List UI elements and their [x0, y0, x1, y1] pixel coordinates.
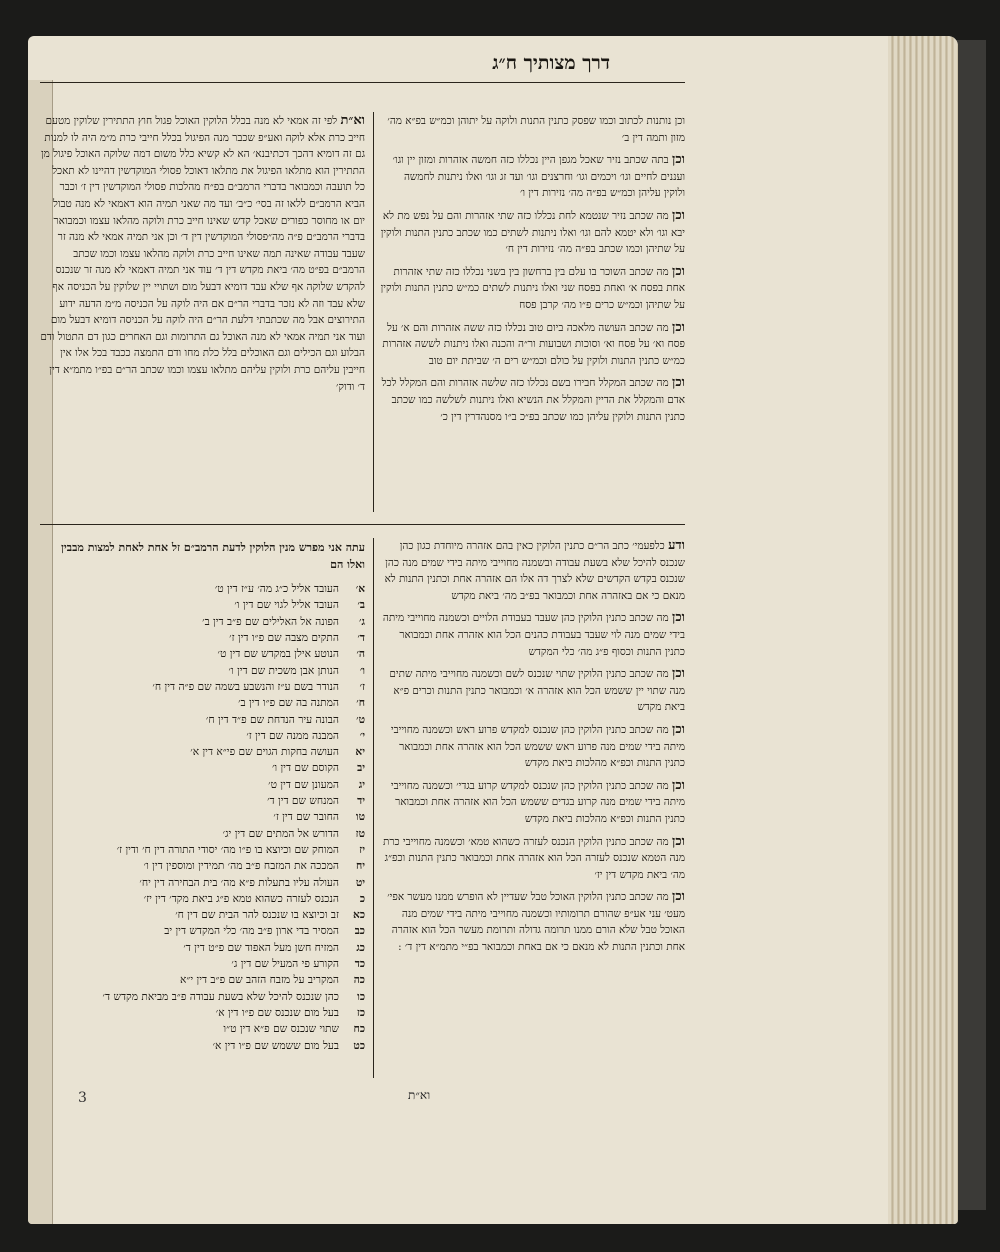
paragraph: וכן מה שכתב השוכר בו עלם בין ברחשון בין בשני נכללו כזה שתי אזהרות אחת בפסח א׳ ואחת בפסח שני ואלו ניתנות לשתים כמ״ש כתנין התנות ולוקין על שתיהן וכמ״ש כרים פ״ו מה׳ קרבן פסח	[380, 263, 685, 311]
paragraph: וכן מה שכתב כתנין הלוקין כהן שעבד בעבודת הלויים וכשמנה מחוייבי מיתה בידי שמים מנה לוי שעבד בעבודת כהנים הכל הוא אזהרה אחת וכמבואר כתנין התנות וכסוף פ״ג מה׳ כלי המקדש	[382, 610, 685, 658]
list-item: כו כהן שנכנס להיכל שלא בשעת עבודה פ״ב מביאת מקדש ד׳	[102, 990, 365, 1003]
column-divider-upper	[373, 112, 374, 512]
list-item: יח המככה את המזבח פ״ב מה׳ תמידין ומוספין דין ו׳	[143, 860, 365, 873]
list-item: כט בעל מום ששמש שם פ״ו דין א׳	[212, 1039, 365, 1052]
paragraph: וכן מה שכתב כתנין הלוקין האוכל טבל שעדיין לא הופרש ממנו מעשר אפי׳ מעט׳ עני אע״פ שהורם תרומותיו וכשמנה מחוייבי מיתה בידי שמים מנה האוכל טבל שלא הורם ממנו תרומה גדולה ותרומת מעשר הכל הוא אזהרה אחת וכתנין התנות לא מנאם כי אם באחת וכמבואר בפ״י מתמ״א דין ד׳ :	[387, 889, 685, 954]
paragraph: וכן מה שכתב נזיר שנטמא לחת נכללו כזה שתי אזהרות והם על נפש מת לא יבא וגו׳ ולא יטמא להם וגו׳ ואלו ניתנות לשתים כמו שכתב כתנין התנות ולוקין על שתיהן וכמו שכתב בפ״ה מה׳ נזירות דין ח׳	[380, 207, 685, 256]
list-item: יב הקוסם שם דין ו׳	[271, 762, 365, 775]
list-item: טו החובר שם דין ז׳	[273, 811, 365, 824]
page-edges	[888, 36, 958, 1224]
section-rule	[40, 524, 685, 525]
list-item: ט׳ הבונה עיר הנדחת שם פ״ד דין ח׳	[205, 713, 365, 726]
paragraph: וכן נותנות לכתוב וכמו שפסק כתנין התנות ולוקה על יתוהן וכמ״ש בפ״א מה׳ מזון ותמה דין ב׳	[387, 115, 685, 144]
list-section	[40, 540, 365, 1054]
list-item: ו׳ הנותן אבן משכית שם דין ו׳	[228, 664, 365, 677]
list-item: יג המעונן שם דין ט׳	[268, 778, 365, 791]
list-item: יד המנחש שם דין ד׳	[267, 795, 365, 808]
paragraph: וכן מה שכתב העושה מלאכה ביום טוב נכללו כזה ששה אזהרות והם א׳ על פסח וא׳ על פסח וא׳ וסוכות ושבועות ור״ה והכנה ואלו ניתנות לששה אזהרות כמ״ש כתנין התנות ולוקין על כולם וכמ״ש רים ה׳ שביתת יום טוב	[382, 319, 685, 367]
list-item: כד הקורע פי המעיל שם דין ג׳	[231, 958, 365, 971]
paragraph: ודע כלפעמי׳ כתב הר״ם כתנין הלוקין כאין בהם אזהרה מיוחדת כגון כהן שנכנס להיכל שלא בשעת עבודה ובשמנה מחוייבי מיתה בידי שמים מנה כהן שנכנס בקדש הקדשים שלא לצרך דה אלו הם אזהרה אחת וכתנין התנות לא מנאם כי אם באזהרה אחת וכמבואר בפ״ב מה׳ ביאת מקדש	[384, 538, 685, 602]
list-item: יא העושה בחקות הגוים שם פי״א דין א׳	[190, 746, 365, 759]
list-item: כג המזיח חשן מעל האפוד שם פ״ט דין ד׳	[183, 941, 365, 954]
list-item: טז הדורש אל המתים שם דין יג׳	[222, 827, 365, 840]
list-item: ד׳ התקים מצבה שם פ״ו דין ז׳	[229, 632, 365, 645]
lower-right-column	[380, 538, 685, 962]
numbered-list	[40, 581, 365, 1054]
column-divider-lower	[373, 538, 374, 1078]
list-title: עתה אני מפרש מנין הלוקין לדעת הרמב״ם זל אחת לאחת למצות מבבין ואלו הם	[61, 541, 365, 571]
signature-mark: 3	[78, 1090, 87, 1106]
list-item: כ הנכנס לעזרה כשהוא טמא פ״ג ביאת מקד׳ דין יז׳	[143, 892, 365, 905]
list-item: ג׳ הפונה אל האלילים שם פ״ב דין ב׳	[202, 615, 365, 628]
list-item: ז׳ הנודר בשם ע״ז והנשבע בשמה שם פ״ה דין ח׳	[152, 680, 365, 693]
book-shadow-edge	[956, 40, 986, 1210]
paragraph: וכן מה שכתב כתנין הלוקין שתוי שנכנס לשם וכשמנה מחוייבי מיתה שתים מנה שתוי יין ששמש הכל הוא אזהרה א׳ וכמבואר כתנין התנות וכרים פ״א ביאת מקדש	[389, 666, 685, 714]
list-item: כא זב וכיוצא בו שנכנס להר הבית שם דין ח׳	[175, 909, 365, 922]
running-header: דרך מצותיך ח״ג	[492, 52, 610, 74]
list-item: כה המקריב על מזבח הזהב שם פ״ב דין י״א	[179, 974, 365, 987]
list-item: י׳ המבנה ממנה שם דין ז׳	[246, 729, 365, 742]
paragraph: וכן מה שכתב כתנין הלוקין הנכנס לעזרה כשהוא טמא׳ וכשמנה מחוייבי כרת מנה הטמא שנכנס לעזרה הכל הוא אזהרה אחת וכמבואר כתנין התנות וכפ״ג מה׳ ביאת מקדש דין יז׳	[383, 833, 685, 881]
list-item: ה׳ הנוטע אילן במקדש שם דין ט׳	[217, 648, 365, 661]
paragraph: וכן מה שכתב כתנין הלוקין כהן שנכנס למקדש קרוע בגדי׳ וכשמנה מחוייבי מיתה בידי שמים מנה קרוע בגדים ששמש הכל הוא אזהרה אחת וכמבואר כתנין התנות וכפ״א מהלכות ביאת מקדש	[390, 777, 685, 825]
header-rule	[40, 82, 685, 83]
right-column	[380, 113, 685, 431]
paragraph: וכן מה שכתב כתנין הלוקין כהן שנכנס למקדש פרוע ראש וכשמנה מחוייבי מיתה בידי שמים מנה פרוע ראש ששמש הכל הוא אזהרה אחת וכמבואר כתנין התנות וכפ״א מהלכות ביאת מקדש	[390, 721, 685, 770]
paragraph: וכן בתה שכתב נזיר שאכל מגפן היין נכללו כזה חמשה אזהרות ומזון יין וגו׳ ועננים לחיים וגו׳ ויכמים וגו׳ וחרצנים וגו׳ ועד זג וגו׳ ואלו ניתנות לחמשה ולוקין עליהן וכמ״ש בפ״ה מה׳ נזירות דין ו׳	[392, 152, 685, 200]
list-item: יט העולה עליו בתעלות פ״א מה׳ בית הבחירה דין יח׳	[139, 876, 365, 889]
catchword: וא״ת	[408, 1088, 431, 1102]
list-item: ב׳ העובד אליל לגוי שם דין ו׳	[234, 599, 365, 612]
paragraph: וכן מה שכתב המקלל חבירו בשם נכללו כזה שלשה אזהרות והם המקלל לכל אדם והמקלל את הדיין והמקלל את הנשיא ואלו ניתנות לשלשה כמו שכתב כתנין התנות ולוקין עליהן כמו שכתב בפ״כ ב״ו מסנהדרין דין כ׳	[381, 375, 685, 423]
list-item: ח׳ המתנה בה שם פ״ו דין ב׳	[238, 697, 365, 710]
list-item: א׳ העובד אליל כ״ג מה׳ ע״ז דין ט׳	[214, 583, 365, 596]
list-item: יז המוחק שם וכיוצא בו פ״ו מה׳ יסודי התורה דין ח׳ ודין ז׳	[116, 843, 365, 856]
list-item: כב המסיר בדי ארון פ״ב מה׳ כלי המקדש דין יב	[164, 925, 365, 938]
list-item: כח שתוי שנכנס שם פ״א דין ט״ו	[223, 1023, 365, 1036]
paragraph: וא״ת לפי זה אמאי לא מנה בכלל הלוקין האוכל פגול חוץ התתירין שלוקין מטעם חייב כרת אלא לוקה ואע״פ שכבר מנה הפיגול בכלל חייבי כרת מ״מ היה לו למנות גם זה דומיא דהכך דכתיבנא׳ הא לא קשיא כלל משום דמה שלוקה האוכל פיגול מן התתירין הוא מתלאו הפיגול את מתלאו דאוכל פסולי המוקדשין דהיינו לא תאכל כל תועבה וכמבואר בדברי הרמב״ם בפ״ח מהלכות פסולי המוקדשין דין ז׳ וכבר הביא הרמב״ם ללאו זה בסי׳ כ״ב׳ ועד מה שאני תמיה הוא דאמאי לא מנה טבול יום או מחוסר כפורים שאכל קדש שאינו חייב כרת ולוקה מהלאו עצמו וכמבואר בדברי הרמב״ם פ״ה מה״פסולי המוקדשין דין ד׳ וכן אני תמיה אמאי לא מנה זר שעבד עבודה שאינה תמה שאינו חייב כרת ולוקה מהלאו עצמו וכמו שכתב הרמב״ם בפ״ט מה׳ ביאת מקדש דין ד׳ עוד אני תמיה דאמאי לא מנה זר שנכנס להקדש שלוקה אף שלא עבד דומיא דבעל מום ושתויי יין שלוקין על הכניסה אף שלא עבד וזה לא נזכר בדברי הר״ם אם היה לוקה על הכניסה מ״מ הדעה ידוע התירוצים אבל מה שכתבתי דלעת הר״ם היה לוקה על הכניסה דומיא דבעל מום ועוד אני תמיה אמאי לא מנה האוכל גם התרומות וגם האחרים כגון דם התטול ודם הבלוע וגם הכילים וגם האוכלים בלל כלת מחו ודם התמצה ככבד בכל אלו אין חייבין עליהם כרת ולוקין עליהם מתלאו עצמו וכמו שכתב הר״ם בפ״ו מתמ״א דין ד׳ ודוק׳	[40, 113, 365, 393]
list-item: כז בעל מום שנכנס שם פ״ו דין א׳	[215, 1006, 365, 1019]
left-column	[40, 113, 365, 401]
